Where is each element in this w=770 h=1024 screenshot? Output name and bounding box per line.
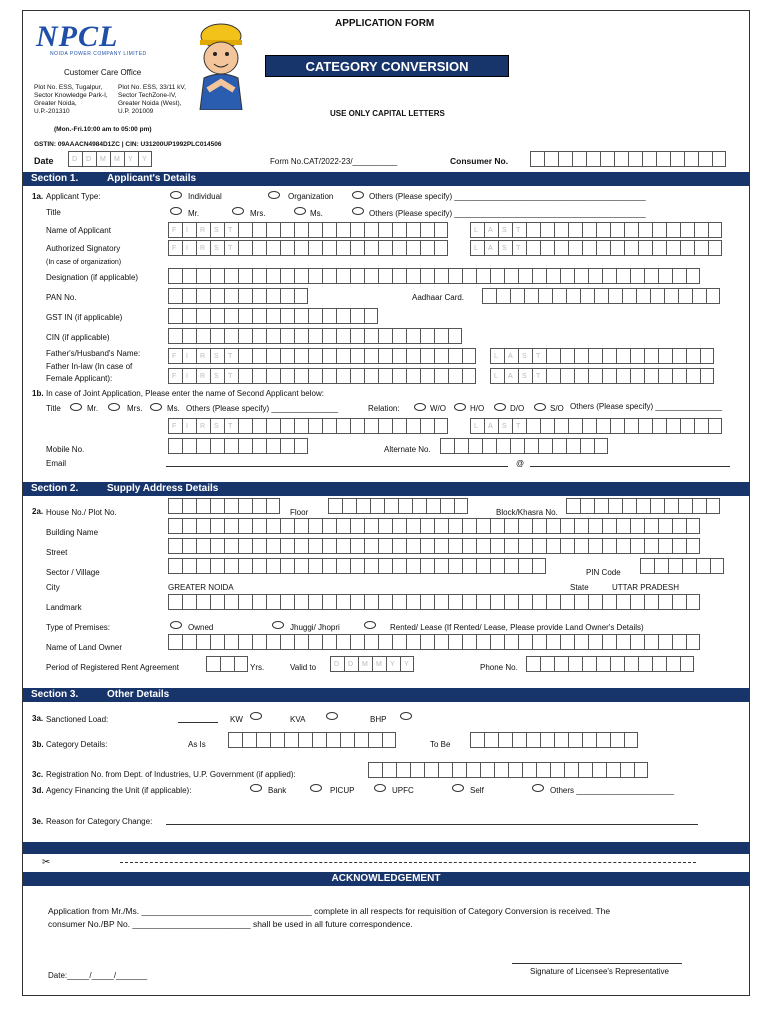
cin-boxes[interactable] bbox=[168, 328, 462, 344]
owner-boxes[interactable] bbox=[168, 634, 700, 650]
bhp-radio[interactable] bbox=[400, 712, 412, 720]
mr-radio[interactable] bbox=[170, 207, 182, 215]
others-title-radio[interactable] bbox=[352, 207, 364, 215]
do-radio[interactable] bbox=[494, 403, 506, 411]
last-name-boxes[interactable]: L A S T bbox=[470, 222, 722, 238]
others-type-radio[interactable] bbox=[352, 191, 364, 199]
phone-boxes[interactable] bbox=[526, 656, 694, 672]
kva-radio[interactable] bbox=[326, 712, 338, 720]
father-first-boxes[interactable]: F I R S T bbox=[168, 348, 476, 364]
self-radio[interactable] bbox=[452, 784, 464, 792]
tobe-boxes[interactable] bbox=[470, 732, 638, 748]
category-banner: CATEGORY CONVERSION bbox=[265, 55, 509, 77]
consumer-no-label: Consumer No. bbox=[450, 156, 509, 166]
organization-radio[interactable] bbox=[268, 191, 280, 199]
email-domain-line[interactable] bbox=[530, 466, 730, 467]
owned-radio[interactable] bbox=[170, 621, 182, 629]
consumer-no-boxes[interactable] bbox=[530, 151, 726, 167]
signature-line[interactable] bbox=[512, 963, 682, 964]
cut-line bbox=[120, 862, 696, 863]
individual-radio[interactable] bbox=[170, 191, 182, 199]
email-user-line[interactable] bbox=[166, 466, 508, 467]
section-3-bar: Section 3. Other Details bbox=[23, 688, 749, 702]
sector-boxes[interactable] bbox=[168, 558, 546, 574]
joint-first-boxes[interactable]: F I R S T bbox=[168, 418, 448, 434]
auth-last-boxes[interactable]: L A S T bbox=[470, 240, 722, 256]
date-boxes[interactable]: D D M M Y Y bbox=[68, 151, 152, 167]
applicant-type-label: Applicant Type: bbox=[46, 192, 101, 201]
auth-first-boxes[interactable]: F I R S T bbox=[168, 240, 448, 256]
rented-radio[interactable] bbox=[364, 621, 376, 629]
ack-bar: ACKNOWLEDGEMENT bbox=[23, 872, 749, 886]
mobile-boxes[interactable] bbox=[168, 438, 308, 454]
form-title: APPLICATION FORM bbox=[335, 18, 435, 29]
fil-first-boxes[interactable]: F I R S T bbox=[168, 368, 476, 384]
bank-radio[interactable] bbox=[250, 784, 262, 792]
cut-bar bbox=[23, 842, 749, 854]
so-radio[interactable] bbox=[534, 403, 546, 411]
scissors-icon: ✂ bbox=[42, 857, 51, 868]
period-boxes[interactable] bbox=[206, 656, 248, 672]
landmark-boxes[interactable] bbox=[168, 594, 700, 610]
office-timing: (Mon.-Fri.10:00 am to 05:00 pm) bbox=[54, 126, 152, 133]
pin-boxes[interactable] bbox=[640, 558, 724, 574]
alternate-boxes[interactable] bbox=[440, 438, 608, 454]
reason-line[interactable] bbox=[166, 824, 698, 825]
reg-boxes[interactable] bbox=[368, 762, 648, 778]
joint-mrs-radio[interactable] bbox=[108, 403, 120, 411]
fil-last-boxes[interactable]: L A S T bbox=[490, 368, 714, 384]
section-1-bar: Section 1. Applicant's Details bbox=[23, 172, 749, 186]
building-boxes[interactable] bbox=[168, 518, 700, 534]
joint-mr-radio[interactable] bbox=[70, 403, 82, 411]
npcl-logo-subtitle: NOIDA POWER COMPANY LIMITED bbox=[50, 51, 147, 57]
ho-radio[interactable] bbox=[454, 403, 466, 411]
care-title: Customer Care Office bbox=[64, 68, 142, 77]
floor-boxes[interactable] bbox=[328, 498, 468, 514]
joint-ms-radio[interactable] bbox=[150, 403, 162, 411]
load-line[interactable] bbox=[178, 722, 218, 723]
mrs-radio[interactable] bbox=[232, 207, 244, 215]
form-number: Form No.CAT/2022-23/__________ bbox=[270, 157, 398, 166]
kw-radio[interactable] bbox=[250, 712, 262, 720]
first-name-boxes[interactable]: F I R S T bbox=[168, 222, 448, 238]
name-label: Name of Applicant bbox=[46, 226, 111, 235]
capital-note: USE ONLY CAPITAL LETTERS bbox=[330, 109, 445, 118]
others-agency-radio[interactable] bbox=[532, 784, 544, 792]
gst-boxes[interactable] bbox=[168, 308, 378, 324]
section-2-bar: Section 2. Supply Address Details bbox=[23, 482, 749, 496]
father-last-boxes[interactable]: L A S T bbox=[490, 348, 714, 364]
house-boxes[interactable] bbox=[168, 498, 280, 514]
designation-boxes[interactable] bbox=[168, 268, 700, 284]
street-boxes[interactable] bbox=[168, 538, 700, 554]
valid-date-boxes[interactable]: D D M M Y Y bbox=[330, 656, 414, 672]
block-boxes[interactable] bbox=[566, 498, 720, 514]
mascot-icon bbox=[186, 20, 256, 110]
asis-boxes[interactable] bbox=[228, 732, 396, 748]
address-2: Plot No. ESS, 33/11 kV, Sector TechZone-IV, Greater Noida (West), U.P. 201009 bbox=[118, 84, 186, 115]
jhuggi-radio[interactable] bbox=[272, 621, 284, 629]
date-label: Date bbox=[34, 156, 54, 166]
ms-radio[interactable] bbox=[294, 207, 306, 215]
auth-label: Authorized Signatory bbox=[46, 244, 121, 253]
pan-boxes[interactable] bbox=[168, 288, 308, 304]
joint-last-boxes[interactable]: L A S T bbox=[470, 418, 722, 434]
wo-radio[interactable] bbox=[414, 403, 426, 411]
npcl-logo: NPCL bbox=[36, 20, 119, 53]
picup-radio[interactable] bbox=[310, 784, 322, 792]
aadhaar-boxes[interactable] bbox=[482, 288, 720, 304]
address-1: Plot No. ESS, Tugalpur, Sector Knowledge Park-I, Greater Noida, U.P.-201310 bbox=[34, 84, 108, 115]
upfc-radio[interactable] bbox=[374, 784, 386, 792]
gstin: GSTIN: 09AAACN4984D1ZC | CIN: U31200UP1992PLC014506 bbox=[34, 141, 222, 148]
